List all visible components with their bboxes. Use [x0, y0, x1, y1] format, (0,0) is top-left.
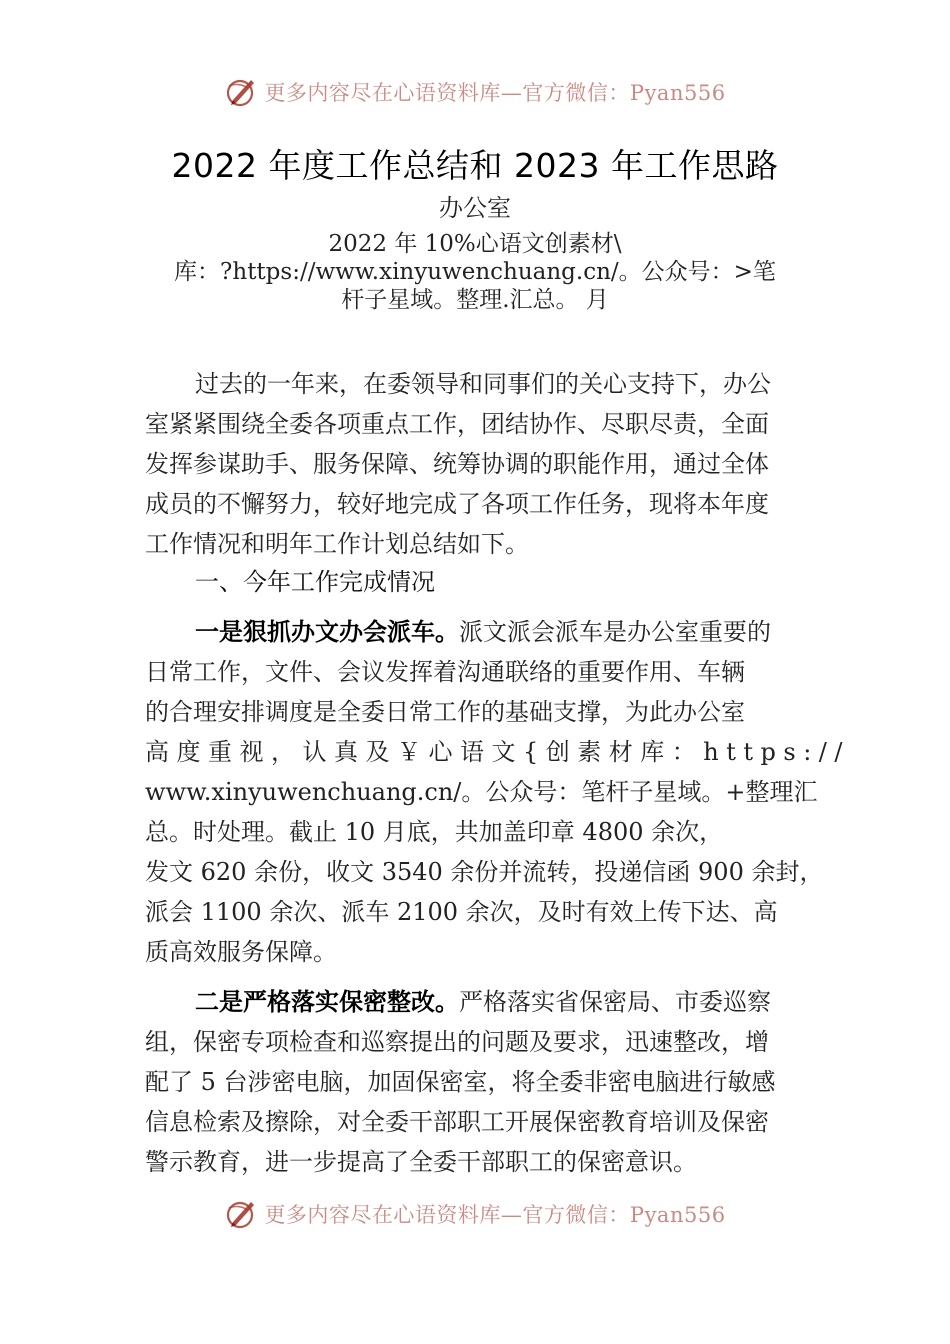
paragraph-line: 日常工作，文件、会议发挥着沟通联络的重要作用、车辆 — [145, 658, 745, 686]
paragraph-line: 发挥参谋助手、服务保障、统筹协调的职能作用，通过全体 — [145, 450, 769, 478]
watermark-text: 更多内容尽在心语资料库—官方微信：Pyan556 — [264, 81, 726, 105]
paragraph-line: www.xinyuwenchuang.cn/。公众号：笔杆子星域。+整理汇 — [145, 778, 818, 806]
item2-heading: 二是严格落实保密整改。 — [195, 988, 459, 1016]
header-watermark — [0, 72, 950, 112]
paragraph-line: 派会 1100 余次、派车 2100 余次，及时有效上传下达、高 — [145, 898, 778, 926]
paragraph-line — [145, 982, 809, 1022]
item1-paragraph — [145, 612, 850, 972]
paragraph-line: 室紧紧围绕全委各项重点工作，团结协作、尽职尽责，全面 — [145, 410, 769, 438]
watermark-text: 更多内容尽在心语资料库—官方微信：Pyan556 — [264, 1203, 726, 1227]
paragraph-line — [145, 612, 809, 652]
paragraph-line: 成员的不懈努力，较好地完成了各项工作任务，现将本年度 — [145, 490, 769, 518]
paragraph-line: 组，保密专项检查和巡察提出的问题及要求，迅速整改，增 — [145, 1028, 769, 1056]
paragraph-line: 的合理安排调度是全委日常工作的基础支撑，为此办公室 — [145, 698, 745, 726]
intro-paragraph — [145, 364, 809, 564]
item1-heading: 一是狠抓办文办会派车。 — [195, 618, 459, 646]
paragraph-line: 质高效服务保障。 — [145, 938, 337, 966]
document-title: 2022 年度工作总结和 2023 年工作思路 — [171, 146, 779, 185]
paragraph-line: 发文 620 余份，收文 3540 余份并流转，投递信函 900 余封， — [145, 858, 824, 886]
date-line-text: 2022 年 10%心语文创素材\ — [328, 231, 622, 257]
date-line-text: 杆子星域。整理.汇总。 月 — [341, 287, 609, 313]
paragraph-line: 警示教育，进一步提高了全委干部职工的保密意识。 — [145, 1148, 697, 1176]
paragraph-line: 工作情况和明年工作计划总结如下。 — [145, 530, 529, 558]
pen-nib-logo-icon — [224, 74, 260, 110]
paragraph-line: 信息检索及擦除，对全委干部职工开展保密教育培训及保密 — [145, 1108, 769, 1136]
item2-paragraph — [145, 982, 809, 1182]
item2-text: 严格落实省保密局、市委巡察 — [459, 988, 771, 1016]
paragraph-line: 过去的一年来，在委领导和同事们的关心支持下，办公 — [195, 370, 771, 398]
paragraph-line: 高度重视，认真及￥心语文{创素材库：https:// — [145, 738, 850, 766]
footer-watermark — [0, 1194, 950, 1234]
section-heading: 一、今年工作完成情况 — [195, 568, 435, 596]
paragraph-line: 总。时处理。截止 10 月底，共加盖印章 4800 余次， — [145, 818, 724, 846]
date-line-text: 库：?https://www.xinyuwenchuang.cn/。公众号：>笔 — [174, 259, 776, 285]
paragraph-line: 配了 5 台涉密电脑，加固保密室，将全委非密电脑进行敏感 — [145, 1068, 776, 1096]
department-name: 办公室 — [439, 194, 511, 222]
item1-text: 派文派会派车是办公室重要的 — [459, 618, 771, 646]
pen-nib-logo-icon — [224, 1196, 260, 1232]
date-line — [160, 230, 790, 314]
